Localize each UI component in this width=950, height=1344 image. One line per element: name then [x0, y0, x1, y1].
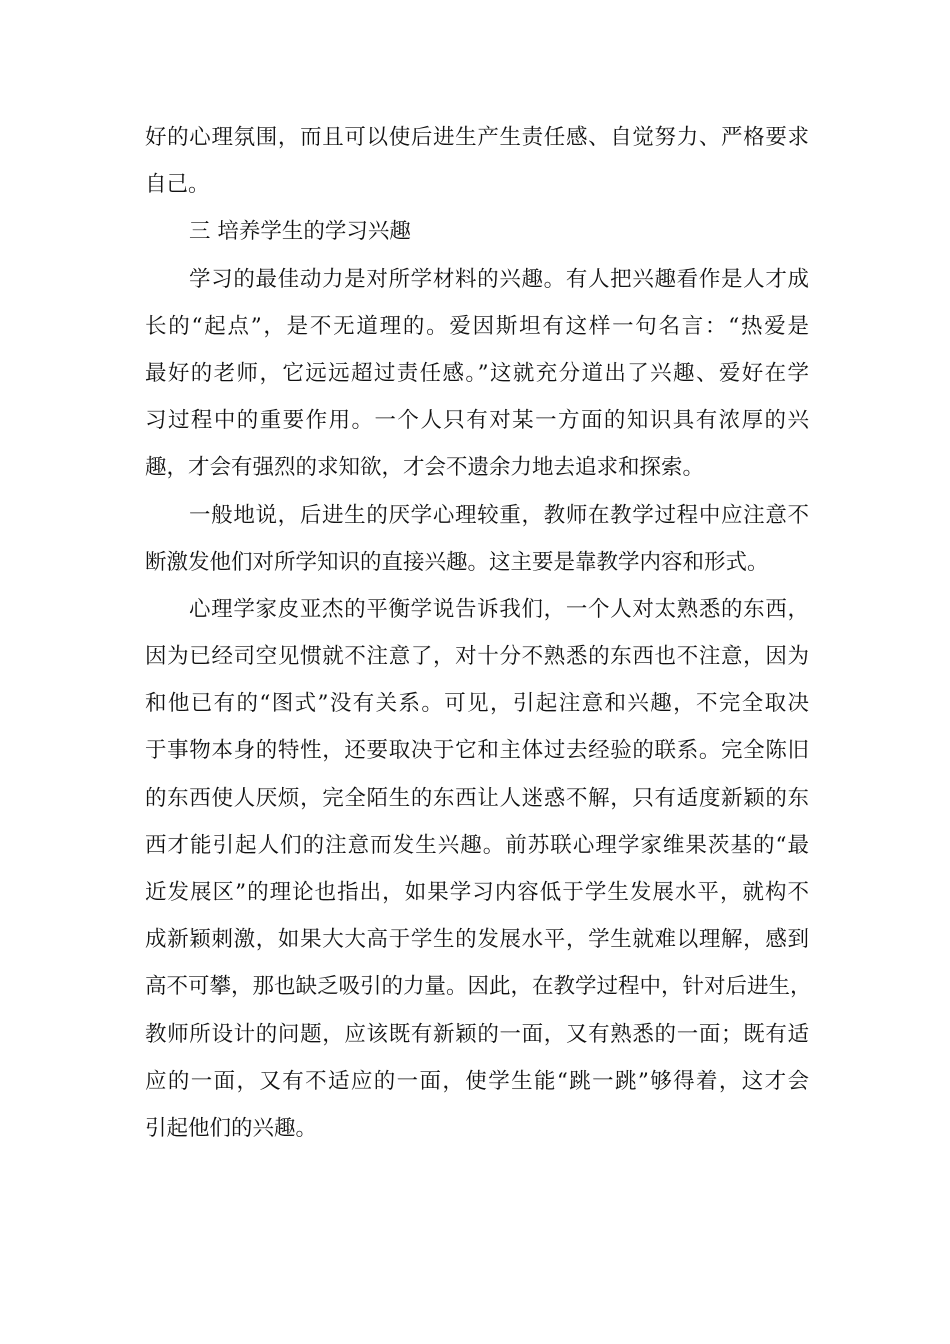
paragraph-line: 于事物本身的特性，还要取决于它和主体过去经验的联系。完全陈旧: [145, 738, 809, 764]
paragraph-line: 引起他们的兴趣。: [145, 1115, 318, 1141]
paragraph-line: 一般地说，后进生的厌学心理较重，教师在教学过程中应注意不: [189, 502, 809, 528]
paragraph-line: 最好的老师，它远远超过责任感。”这就充分道出了兴趣、爱好在学: [145, 360, 809, 386]
paragraph-line: 成新颖刺激，如果大大高于学生的发展水平，学生就难以理解，感到: [145, 927, 809, 953]
paragraph-line: 趣，才会有强烈的求知欲，才会不遗余力地去追求和探索。: [145, 455, 705, 481]
paragraph-line: 和他已有的“图式”没有关系。可见，引起注意和兴趣，不完全取决: [145, 691, 809, 717]
paragraph-line: 习过程中的重要作用。一个人只有对某一方面的知识具有浓厚的兴: [145, 408, 809, 434]
paragraph-line: 断激发他们对所学知识的直接兴趣。这主要是靠教学内容和形式。: [145, 549, 769, 575]
paragraph-line: 高不可攀，那也缺乏吸引的力量。因此，在教学过程中，针对后进生，: [145, 974, 812, 1000]
paragraph-line: 心理学家皮亚杰的平衡学说告诉我们，一个人对太熟悉的东西，: [189, 596, 809, 622]
paragraph-line: 因为已经司空见惯就不注意了，对十分不熟悉的东西也不注意，因为: [145, 644, 809, 670]
section-heading: 三 培养学生的学习兴趣: [189, 219, 411, 245]
paragraph-line: 自己。: [145, 172, 210, 198]
paragraph-line: 的东西使人厌烦，完全陌生的东西让人迷惑不解，只有适度新颖的东: [145, 785, 809, 811]
paragraph-line: 应的一面，又有不适应的一面，使学生能“跳一跳”够得着，这才会: [145, 1068, 809, 1094]
paragraph-line: 长的“起点”，是不无道理的。爱因斯坦有这样一句名言：“热爱是: [145, 313, 809, 339]
paragraph-line: 西才能引起人们的注意而发生兴趣。前苏联心理学家维果茨基的“最: [145, 832, 809, 858]
paragraph-line: 近发展区”的理论也指出，如果学习内容低于学生发展水平，就构不: [145, 880, 809, 905]
paragraph-line: 教师所设计的问题，应该既有新颖的一面，又有熟悉的一面；既有适: [145, 1021, 809, 1047]
document-body: [145, 114, 812, 1152]
paragraph-line: 好的心理氛围，而且可以使后进生产生责任感、自觉努力、严格要求: [145, 125, 809, 150]
paragraph-line: 学习的最佳动力是对所学材料的兴趣。有人把兴趣看作是人才成: [189, 266, 809, 292]
